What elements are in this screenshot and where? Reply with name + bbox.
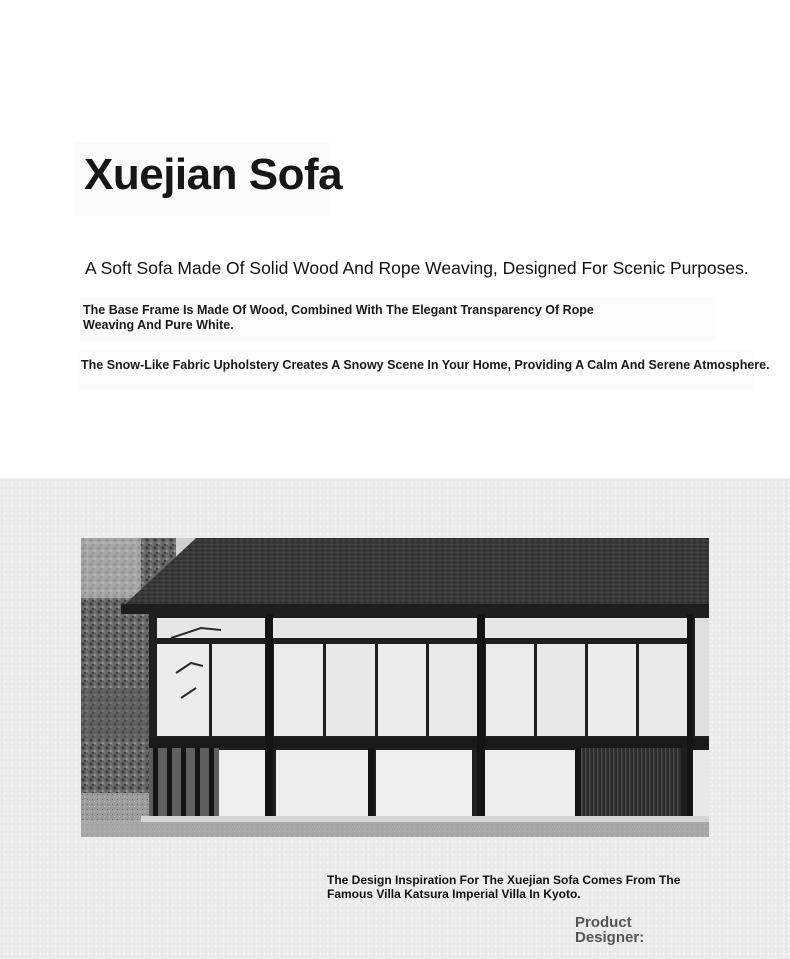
description-paragraph-fabric: The Snow-Like Fabric Upholstery Creates A Snowy Scene In Your Home, Providing A Calm And Serene Atmosphere.	[81, 358, 770, 372]
description-paragraph-frame: The Base Frame Is Made Of Wood, Combined With The Elegant Transparency Of Rope Weaving And Pure White.	[83, 303, 594, 332]
product-designer-label: Product Designer:	[575, 914, 645, 946]
intro-section	[0, 0, 790, 478]
page-title: Xuejian Sofa	[84, 150, 343, 199]
inspiration-caption: The Design Inspiration For The Xuejian Sofa Comes From The Famous Villa Katsura Imperial Villa In Kyoto.	[327, 873, 681, 901]
page-subtitle: A Soft Sofa Made Of Solid Wood And Rope Weaving, Designed For Scenic Purposes.	[85, 258, 749, 278]
katsura-villa-photo	[81, 538, 709, 837]
